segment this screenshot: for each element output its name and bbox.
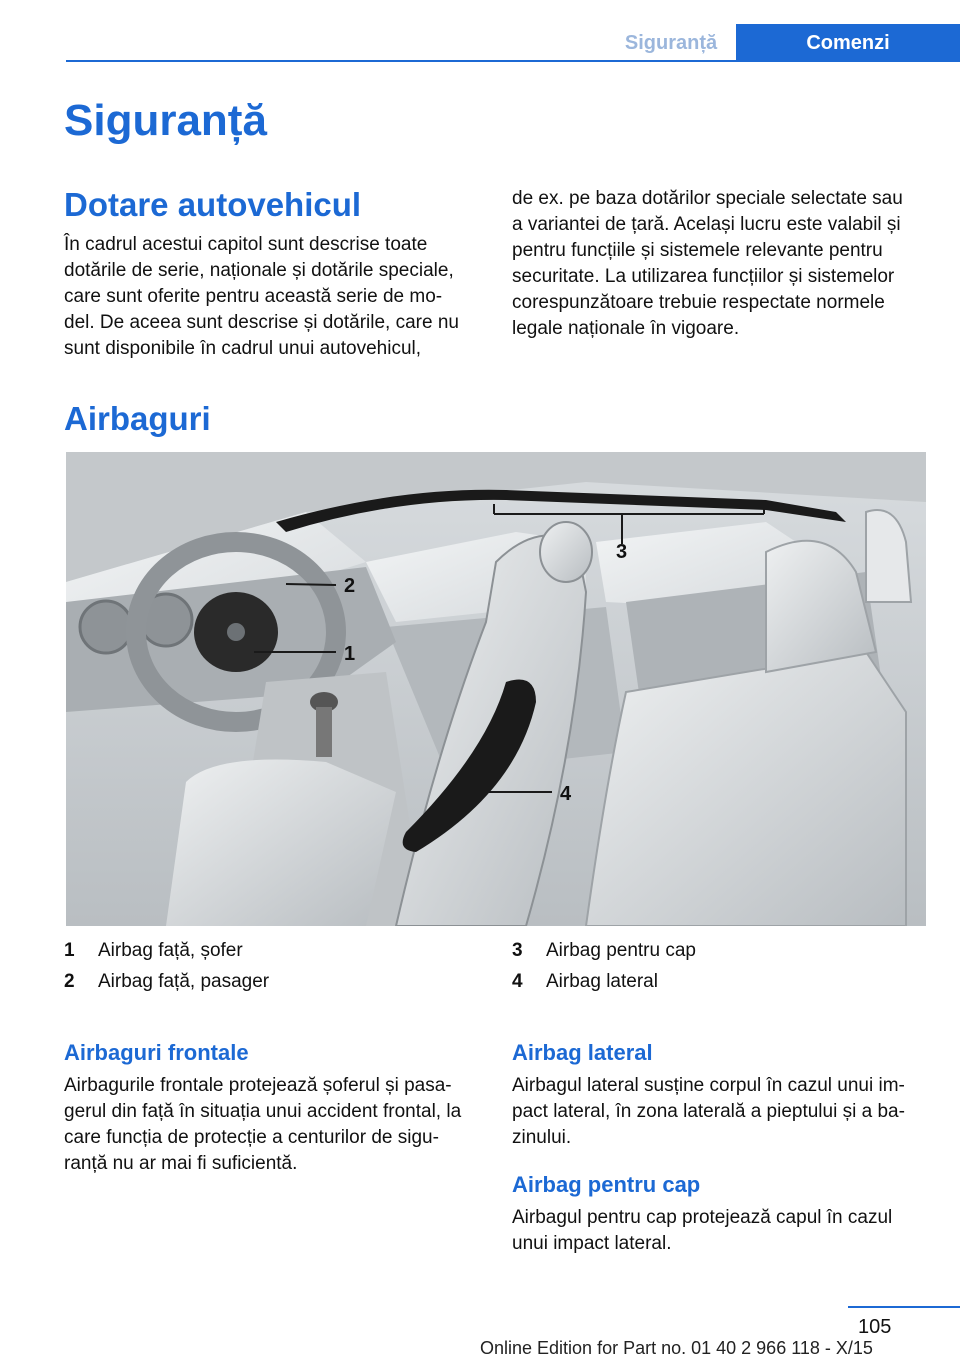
text-line: pentru funcțiile și sistemele relevante pentru (512, 240, 883, 261)
legend-label: Airbag față, șofer (98, 940, 243, 961)
text-line: securitate. La utilizarea funcțiilor și sistemelor (512, 266, 895, 287)
text-line: a variantei de țară. Același lucru este valabil și (512, 214, 901, 235)
legend-label: Airbag lateral (546, 971, 658, 992)
legend-number: 2 (64, 971, 75, 992)
text-line: care sunt oferite pentru această serie de mo- (64, 286, 443, 307)
heading-airbag-lateral: Airbag lateral (512, 1040, 653, 1065)
text-line: del. De aceea sunt descrise și dotările, care nu (64, 312, 459, 333)
paragraph-dotare-col1 (64, 232, 484, 362)
text-line: legale naționale în vigoare. (512, 318, 740, 339)
paragraph-airbag-lateral (512, 1073, 942, 1151)
text-line: unui impact lateral. (512, 1233, 672, 1254)
heading-airbaguri-frontale: Airbaguri frontale (64, 1040, 249, 1065)
callout-3: 3 (616, 541, 628, 563)
paragraph-airbag-pentru-cap (512, 1205, 942, 1257)
legend-item (64, 938, 464, 964)
callout-1: 1 (344, 643, 356, 665)
page-title: Siguranță (64, 96, 267, 145)
text-line: În cadrul acestui capitol sunt descrise toate (64, 234, 428, 255)
tab-siguranta[interactable]: Siguranță (624, 31, 718, 54)
car-interior-illustration (66, 452, 926, 926)
legend-item (512, 938, 912, 964)
text-line: Airbagul pentru cap protejează capul în cazul (512, 1207, 893, 1228)
text-line: Airbagurile frontale protejează șoferul și pasa- (64, 1075, 452, 1096)
text-line: zinului. (512, 1127, 572, 1148)
text-line: pact lateral, în zona laterală a pieptului și a ba- (512, 1101, 905, 1122)
text-line: de ex. pe baza dotărilor speciale selectate sau (512, 188, 903, 209)
paragraph-dotare-col2 (512, 186, 932, 342)
legend-number: 4 (512, 971, 523, 992)
legend-item (64, 969, 464, 995)
legend-item (512, 969, 912, 995)
text-line: ranță nu ar mai fi suficientă. (64, 1153, 298, 1174)
tab-comenzi[interactable]: Comenzi (736, 24, 960, 62)
footer-rule (848, 1306, 960, 1308)
legend-number: 1 (64, 940, 75, 961)
paragraph-airbaguri-frontale (64, 1073, 494, 1177)
text-line: Airbagul lateral susține corpul în cazul unui im- (512, 1075, 905, 1096)
legend-label: Airbag pentru cap (546, 940, 696, 961)
car-interior-drawing (66, 452, 926, 926)
text-line: care funcția de protecție a centurilor de sigu- (64, 1127, 439, 1148)
text-line: gerul din față în situația unui accident frontal, la (64, 1101, 462, 1122)
text-line: sunt disponibile în cadrul unui autovehicul, (64, 338, 422, 359)
header-rule (66, 60, 960, 62)
legend-number: 3 (512, 940, 523, 961)
callout-2: 2 (344, 575, 356, 597)
callout-4: 4 (560, 783, 572, 805)
heading-airbaguri: Airbaguri (64, 400, 211, 437)
heading-airbag-pentru-cap: Airbag pentru cap (512, 1172, 701, 1197)
heading-dotare-autovehicul: Dotare autovehicul (64, 186, 362, 223)
text-line: dotările de serie, naționale și dotările speciale, (64, 260, 454, 281)
legend-label: Airbag față, pasager (98, 971, 270, 992)
page-number: 105 (858, 1316, 892, 1338)
text-line: corespunzătoare trebuie respectate normele (512, 292, 885, 313)
edition-note: Online Edition for Part no. 01 40 2 966 118 - X/15 (480, 1338, 873, 1358)
